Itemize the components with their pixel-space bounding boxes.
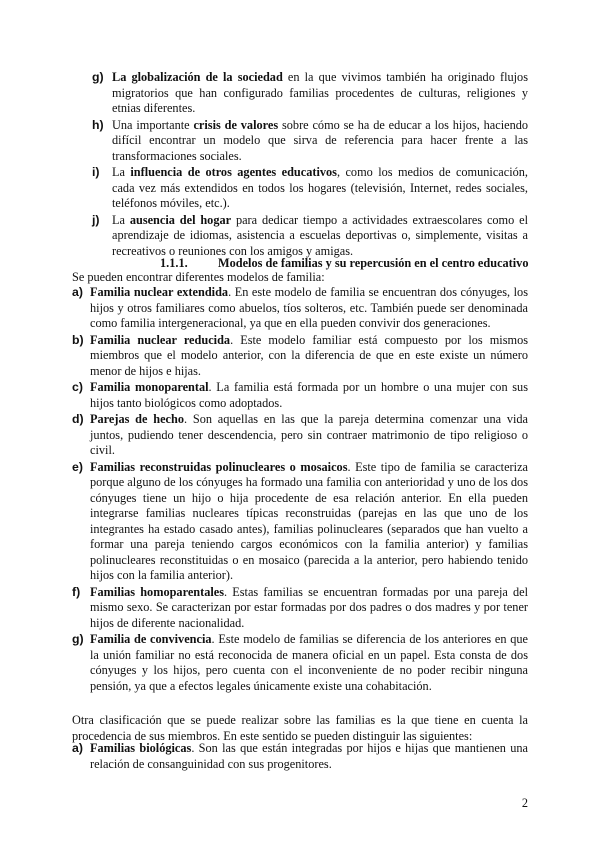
list-letter: h) <box>92 117 104 132</box>
list-letter: j) <box>92 212 100 227</box>
item-text: . Este modelo de familias se diferencia de los anteriores en que la unión familiar no está reconocida de manera oficial en un papel. Esta consta de dos cónyuges y los hijos, pero cuenta con el inconveniente de no poder recibir ninguna pensión, ya que a efectos legales únicamente existe una cohabitación. <box>90 632 528 693</box>
list-letter: g) <box>72 632 84 646</box>
list-item-d <box>72 412 528 459</box>
item-pre: Una importante <box>112 117 194 132</box>
item-lead: Familias reconstruidas polinucleares o mosaicos <box>90 459 348 474</box>
section-number: 1.1.1. <box>160 256 188 270</box>
section-title: Modelos de familias y su repercusión en el centro educativo <box>218 256 529 270</box>
list-item-j <box>92 213 528 260</box>
page-number: 2 <box>521 796 528 810</box>
item-lead: ausencia del hogar <box>129 212 232 227</box>
section-heading <box>160 256 540 271</box>
item-lead: influencia de otros agentes educativos <box>130 165 337 179</box>
list-item-f <box>72 585 528 632</box>
item-pre: La <box>112 165 131 179</box>
item-lead: Familia nuclear reducida <box>90 332 231 347</box>
item-lead: Parejas de hecho <box>90 412 185 426</box>
intro-text: Se pueden encontrar diferentes modelos de familia: <box>72 270 325 284</box>
list-item-i <box>92 165 528 212</box>
list-item-g-model <box>72 632 528 694</box>
item-text: sobre cómo se ha de educar a los hijos, haciendo difícil encontrar un modelo que sirva de referencia para hacer frente a las transformaciones sociales. <box>112 117 529 163</box>
list-item-e <box>72 460 528 584</box>
item-text: en la que vivimos también ha originado flujos migratorios que han configurado familias procedentes de culturas, religiones y etnias diferentes. <box>112 70 528 115</box>
item-text: . Este tipo de familia se caracteriza porque alguno de los cónyuges ha formado una familia con anterioridad y uno de los dos cónyuges tiene un hijo o hija procedente de esa relación anterior. En ella pueden integrarse familias nucleares típicas reconstruidas (parejas en las que uno de los integrantes ha estado casado antes), familias polinucleares (separados que han vuelto a formar una pareja teniendo cargos económicos con la familia anterior) y familias polinucleares reconstituidas o en mosaico (parecida a la anterior, pero habiendo tenido hijos con la familia anterior). <box>90 459 528 582</box>
item-lead: Familia monoparental <box>90 380 209 394</box>
list-item-b <box>72 333 528 380</box>
influences-list <box>92 70 528 260</box>
list-letter: f) <box>72 584 81 599</box>
list-letter: a) <box>72 741 83 755</box>
item-text: . Estas familias se encuentran formadas por una pareja del mismo sexo. Se caracterizan por estar formadas por dos padres o dos madres y por tener hijos de diferente nacionalidad. <box>90 584 528 630</box>
item-text: . Son aquellas en las que la pareja determina comenzar una vida juntos, pudiendo tener descendencia, pero sin contraer matrimonio de tipo religioso o civil. <box>90 412 529 457</box>
item-lead: Familia de convivencia <box>90 632 212 646</box>
family-models-list <box>72 285 528 695</box>
list-letter: e) <box>72 459 83 474</box>
item-text: . En este modelo de familia se encuentran dos cónyuges, los hijos y otros familiares como abuelos, tíos solteros, etc. También puede ser denominada como familia intergeneracional, ya que en ella pueden convivir dos generaciones. <box>90 285 528 330</box>
list-letter: g) <box>92 70 104 84</box>
item-text: , como los medios de comunicación, cada vez más extendidos en todos los hogares (televisión, Internet, redes sociales, teléfonos móviles, etc.). <box>112 165 529 210</box>
classification-paragraph: Otra clasificación que se puede realizar sobre las familias es la que tiene en cuenta la procedencia de sus miembros. En este sentido se pueden distinguir las siguientes: <box>72 713 528 743</box>
list-letter: c) <box>72 380 83 394</box>
item-text: . Son las que están integradas por hijos e hijas que mantienen una relación de consanguinidad con sus progenitores. <box>90 741 528 771</box>
list-letter: d) <box>72 412 84 426</box>
item-lead: Familias biológicas <box>90 741 192 755</box>
item-text: para dedicar tiempo a actividades extraescolares como el aprendizaje de idiomas, asistencia a escuelas deportivas o, simplemente, visitas a recreativos o reuniones con los amigos y amigas. <box>112 212 528 258</box>
item-text: . Este modelo familiar está compuesto por los mismos miembros que el modelo anterior, con la diferencia de que en este existe un número menor de hijos e hijas. <box>90 332 529 378</box>
list-item-h <box>92 118 528 165</box>
item-pre: La <box>112 212 130 227</box>
item-text: . La familia está formada por un hombre o una mujer con sus hijos tanto biológicos como adoptados. <box>90 380 528 410</box>
item-lead: La globalización de la sociedad <box>112 70 283 84</box>
list-item-a-origin <box>72 741 528 772</box>
item-lead: Familias homoparentales <box>90 584 225 599</box>
item-lead: crisis de valores <box>193 117 279 132</box>
list-item-g <box>92 70 528 117</box>
list-item-a <box>72 285 528 332</box>
list-letter: a) <box>72 285 83 299</box>
list-letter: i) <box>92 165 100 179</box>
item-lead: Familia nuclear extendida <box>90 285 229 299</box>
origin-list <box>72 741 528 773</box>
list-letter: b) <box>72 332 84 347</box>
list-item-c <box>72 380 528 411</box>
